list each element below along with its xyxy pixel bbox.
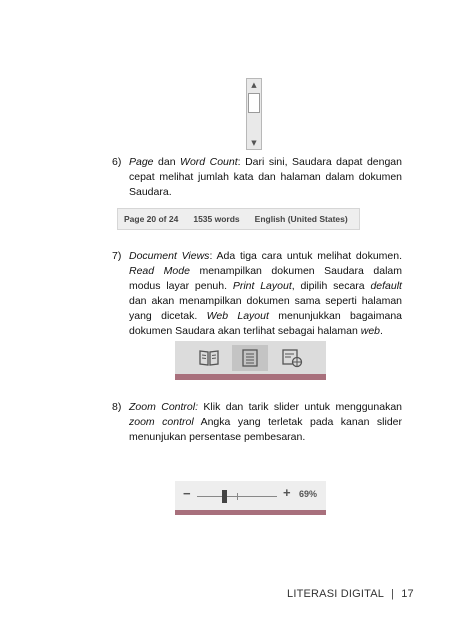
list-item-page-word-count xyxy=(112,155,402,200)
word-count-label[interactable]: 1535 words xyxy=(193,214,240,224)
web-layout-icon xyxy=(281,348,303,368)
zoom-out-button[interactable]: − xyxy=(183,486,191,501)
footer-separator: | xyxy=(391,588,395,600)
accent-strip xyxy=(175,510,326,515)
document-views-figure xyxy=(175,341,326,380)
print-layout-icon xyxy=(240,348,260,368)
web-layout-button[interactable] xyxy=(274,345,310,371)
zoom-percentage[interactable]: 69% xyxy=(299,489,318,499)
text-run: : Ada tiga cara untuk melihat dokumen. xyxy=(209,250,402,262)
italic-term: Read Mode xyxy=(129,265,190,277)
scroll-down-arrow-icon[interactable]: ▼ xyxy=(251,139,257,147)
italic-term: Web Layout xyxy=(206,310,269,322)
scrollbar-thumb[interactable] xyxy=(248,93,260,113)
language-label[interactable]: English (United States) xyxy=(254,214,348,224)
list-number: 6) xyxy=(112,156,122,168)
text-run: dan akan menampilkan dokumen sama seperti halaman yang dicetak. xyxy=(129,295,402,322)
print-layout-button[interactable] xyxy=(232,345,268,371)
scroll-up-arrow-icon[interactable]: ▲ xyxy=(251,81,257,89)
italic-term: Page xyxy=(129,156,154,168)
text-run: . xyxy=(380,325,383,337)
text-run: menampilkan dokumen Saudara dalam modus layar penuh. xyxy=(129,265,402,292)
text-run: Klik dan tarik slider untuk menggunakan xyxy=(198,401,403,413)
list-item-text xyxy=(129,400,402,445)
text-run: Angka yang terletak pada kanan slider menunjukan persentase pembesaran. xyxy=(129,416,402,443)
read-mode-icon xyxy=(198,349,220,367)
zoom-slider-center-tick xyxy=(237,493,238,500)
italic-term: Document Views xyxy=(129,250,210,262)
italic-term: Zoom Control: xyxy=(129,401,199,413)
italic-term: Word Count xyxy=(180,156,238,168)
zoom-slider-thumb[interactable] xyxy=(222,490,227,503)
read-mode-button[interactable] xyxy=(191,345,227,371)
text-run: menunjukkan bagaimana dokumen Saudara akan terlihat sebagai halaman xyxy=(129,310,402,337)
scrollbar-figure[interactable] xyxy=(246,78,262,150)
list-item-text xyxy=(129,249,402,339)
page-count-label[interactable]: Page 20 of 24 xyxy=(124,214,179,224)
italic-term: zoom control xyxy=(129,416,194,428)
page-number: 17 xyxy=(401,588,414,600)
list-item-document-views xyxy=(112,249,402,339)
zoom-in-button[interactable]: + xyxy=(283,485,291,500)
italic-term: default xyxy=(370,280,402,292)
list-number: 8) xyxy=(112,401,122,413)
text-run: , dipilih secara xyxy=(291,280,371,292)
italic-term: Print Layout xyxy=(232,280,292,292)
page-footer xyxy=(287,588,414,600)
zoom-control-figure xyxy=(175,481,326,515)
list-item-zoom-control xyxy=(112,400,402,445)
status-bar-figure xyxy=(117,208,360,230)
text-run: dan xyxy=(153,156,181,168)
list-item-text xyxy=(129,155,402,200)
accent-strip xyxy=(175,374,326,380)
italic-term: web xyxy=(360,325,381,337)
footer-title: LITERASI DIGITAL xyxy=(287,588,385,600)
list-number: 7) xyxy=(112,250,122,262)
text-run: : Dari sini, Saudara dapat dengan cepat melihat jumlah kata dan halaman dalam dokumen Saudara. xyxy=(129,156,402,198)
